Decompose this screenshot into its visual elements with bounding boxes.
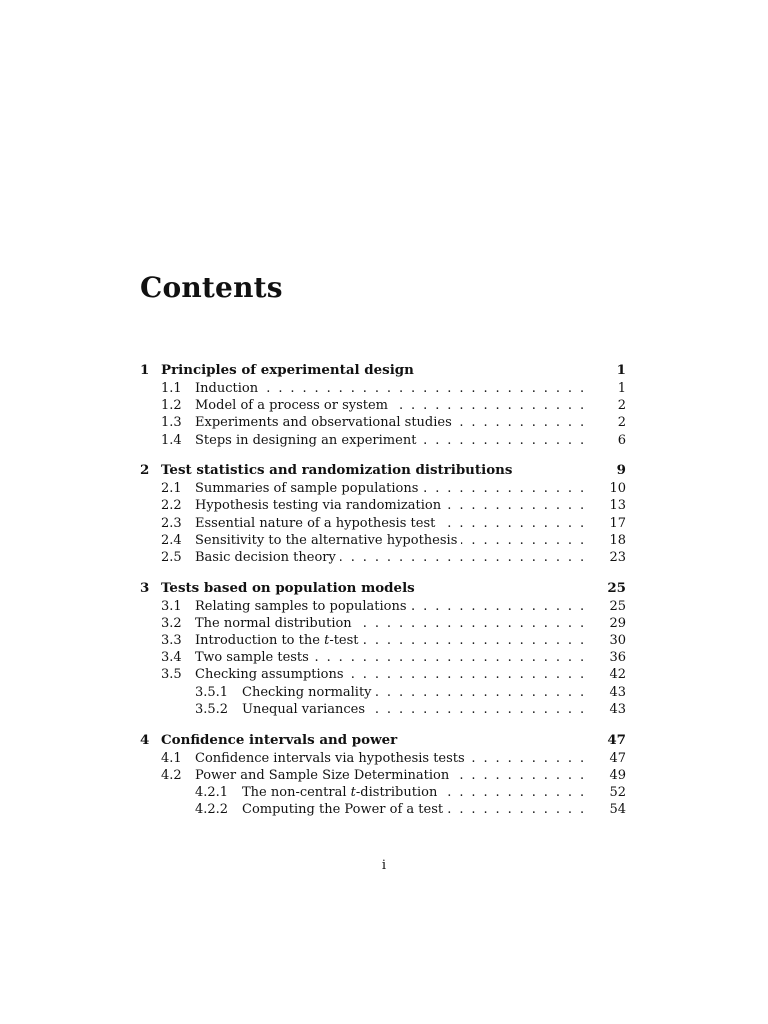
toc-entry-section[interactable] <box>140 432 626 449</box>
toc-entry-subsection[interactable] <box>140 801 626 818</box>
toc-entry-number: 3.5 <box>161 667 182 683</box>
toc-entry-page: 2 <box>617 415 626 431</box>
toc-entry-page: 43 <box>609 684 626 700</box>
toc-entry-page: 30 <box>609 633 626 649</box>
toc-entry-number: 1 <box>140 362 150 378</box>
toc-chapter-3 <box>140 579 626 718</box>
toc-entry-number: 4.2.1 <box>195 784 229 800</box>
toc-entry-section[interactable] <box>140 598 626 615</box>
toc-entry-title: Checking assumptions . . . <box>195 666 586 683</box>
toc-entry-title: Confidence intervals via hypothesis tests . . . <box>195 750 586 767</box>
toc-entry-number: 2 <box>140 462 150 479</box>
toc-entry-number: 3.5.2 <box>195 701 229 717</box>
toc-entry-page: 23 <box>609 550 626 565</box>
toc-entry-title: Computing the Power of a test . . . <box>242 801 586 818</box>
toc-entry-page: 42 <box>609 667 626 683</box>
toc-entry-section[interactable] <box>140 532 626 549</box>
toc-entry-page: 36 <box>609 650 626 666</box>
toc-entry-number: 2.4 <box>161 532 182 548</box>
toc-entry-section[interactable] <box>140 380 626 397</box>
toc-entry-section[interactable] <box>140 632 626 649</box>
toc-entry-number: 1.1 <box>161 381 182 396</box>
toc-entry-title: Essential nature of a hypothesis test . . . <box>195 515 586 532</box>
toc-entry-number: 4.2 <box>161 767 182 783</box>
toc-entry-title: Two sample tests . . . <box>195 649 586 666</box>
toc-entry-number: 3.3 <box>161 633 182 649</box>
toc-entry-title: Principles of experimental design <box>161 361 586 380</box>
toc-entry-page: 13 <box>609 498 626 514</box>
toc-chapter-1 <box>140 361 626 449</box>
toc-entry-title: Power and Sample Size Determination . . . <box>195 767 586 784</box>
toc-entry-title: Basic decision theory . . . <box>195 549 586 566</box>
toc-entry-page: 1 <box>616 362 626 378</box>
toc-entry-number: 3.4 <box>161 650 182 666</box>
toc-entry-section[interactable] <box>140 397 626 414</box>
page-number: i <box>381 858 387 873</box>
toc-entry-title: Induction . . . <box>195 380 586 397</box>
toc-entry-chapter[interactable] <box>140 361 626 380</box>
toc-entry-title: Test statistics and randomization distributions <box>161 461 586 480</box>
toc-entry-title: Confidence intervals and power <box>161 731 586 750</box>
toc-entry-chapter[interactable] <box>140 461 626 480</box>
toc-entry-number: 4 <box>140 731 150 748</box>
toc-entry-section[interactable] <box>140 767 626 784</box>
toc-entry-page: 9 <box>616 462 626 479</box>
toc-entry-title: Summaries of sample populations . . . <box>195 480 586 497</box>
toc-entry-page: 47 <box>609 750 626 766</box>
toc-entry-chapter[interactable] <box>140 731 626 750</box>
toc-entry-page: 18 <box>609 532 626 548</box>
toc-entry-section[interactable] <box>140 414 626 431</box>
toc-entry-page: 10 <box>609 481 626 497</box>
toc-entry-section[interactable] <box>140 615 626 632</box>
toc-entry-title: Sensitivity to the alternative hypothesis . . . <box>195 532 586 549</box>
toc-entry-chapter[interactable] <box>140 579 626 598</box>
toc-entry-section[interactable] <box>140 497 626 514</box>
toc-entry-title: Relating samples to populations . . . <box>195 598 586 615</box>
toc-entry-title: Checking normality . . . <box>242 684 586 701</box>
toc-chapter-4 <box>140 731 626 819</box>
toc-entry-number: 2.3 <box>161 515 182 531</box>
toc-entry-title: Hypothesis testing via randomization . . . <box>195 497 586 514</box>
toc-entry-section[interactable] <box>140 549 626 566</box>
toc-entry-title: Steps in designing an experiment . . . <box>195 432 586 449</box>
toc-entry-number: 2.2 <box>161 498 182 514</box>
toc-entry-section[interactable] <box>140 666 626 683</box>
toc-entry-section[interactable] <box>140 480 626 497</box>
toc-entry-number: 4.1 <box>161 750 182 766</box>
toc-entry-page: 47 <box>607 731 626 748</box>
toc-entry-page: 54 <box>609 802 626 818</box>
toc-entry-title: Introduction to the t-test . . . <box>195 632 586 649</box>
table-of-contents <box>140 361 626 831</box>
toc-chapter-2 <box>140 461 626 566</box>
toc-entry-number: 1.4 <box>161 432 182 448</box>
page-title: Contents <box>140 271 283 304</box>
toc-entry-page: 25 <box>609 598 626 614</box>
toc-entry-section[interactable] <box>140 649 626 666</box>
toc-entry-number: 3 <box>140 579 150 596</box>
toc-entry-page: 43 <box>609 701 626 717</box>
toc-entry-section[interactable] <box>140 750 626 767</box>
toc-entry-number: 1.2 <box>161 398 182 414</box>
toc-entry-title: Model of a process or system . . . <box>195 397 586 414</box>
toc-entry-page: 6 <box>617 432 626 448</box>
toc-entry-section[interactable] <box>140 515 626 532</box>
toc-entry-page: 2 <box>617 398 626 414</box>
toc-entry-subsection[interactable] <box>140 784 626 801</box>
toc-entry-title: Tests based on population models <box>161 579 586 598</box>
toc-entry-title: The normal distribution . . . <box>195 615 586 632</box>
toc-entry-number: 3.1 <box>161 598 182 614</box>
toc-entry-page: 25 <box>607 579 626 596</box>
toc-entry-title: Experiments and observational studies . . . <box>195 414 586 431</box>
toc-entry-subsection[interactable] <box>140 701 626 718</box>
toc-entry-page: 1 <box>617 381 626 396</box>
toc-entry-subsection[interactable] <box>140 684 626 701</box>
toc-entry-title: Unequal variances . . . <box>242 701 586 718</box>
toc-entry-title: The non-central t-distribution . . . <box>242 784 586 801</box>
toc-entry-page: 29 <box>609 615 626 631</box>
toc-entry-page: 52 <box>609 784 626 800</box>
toc-entry-number: 2.5 <box>161 550 182 565</box>
toc-entry-number: 3.5.1 <box>195 684 229 700</box>
toc-entry-number: 3.2 <box>161 615 182 631</box>
toc-entry-page: 17 <box>609 515 626 531</box>
toc-entry-number: 1.3 <box>161 415 182 431</box>
toc-entry-number: 4.2.2 <box>195 802 229 818</box>
toc-entry-number: 2.1 <box>161 481 182 497</box>
toc-entry-page: 49 <box>609 767 626 783</box>
